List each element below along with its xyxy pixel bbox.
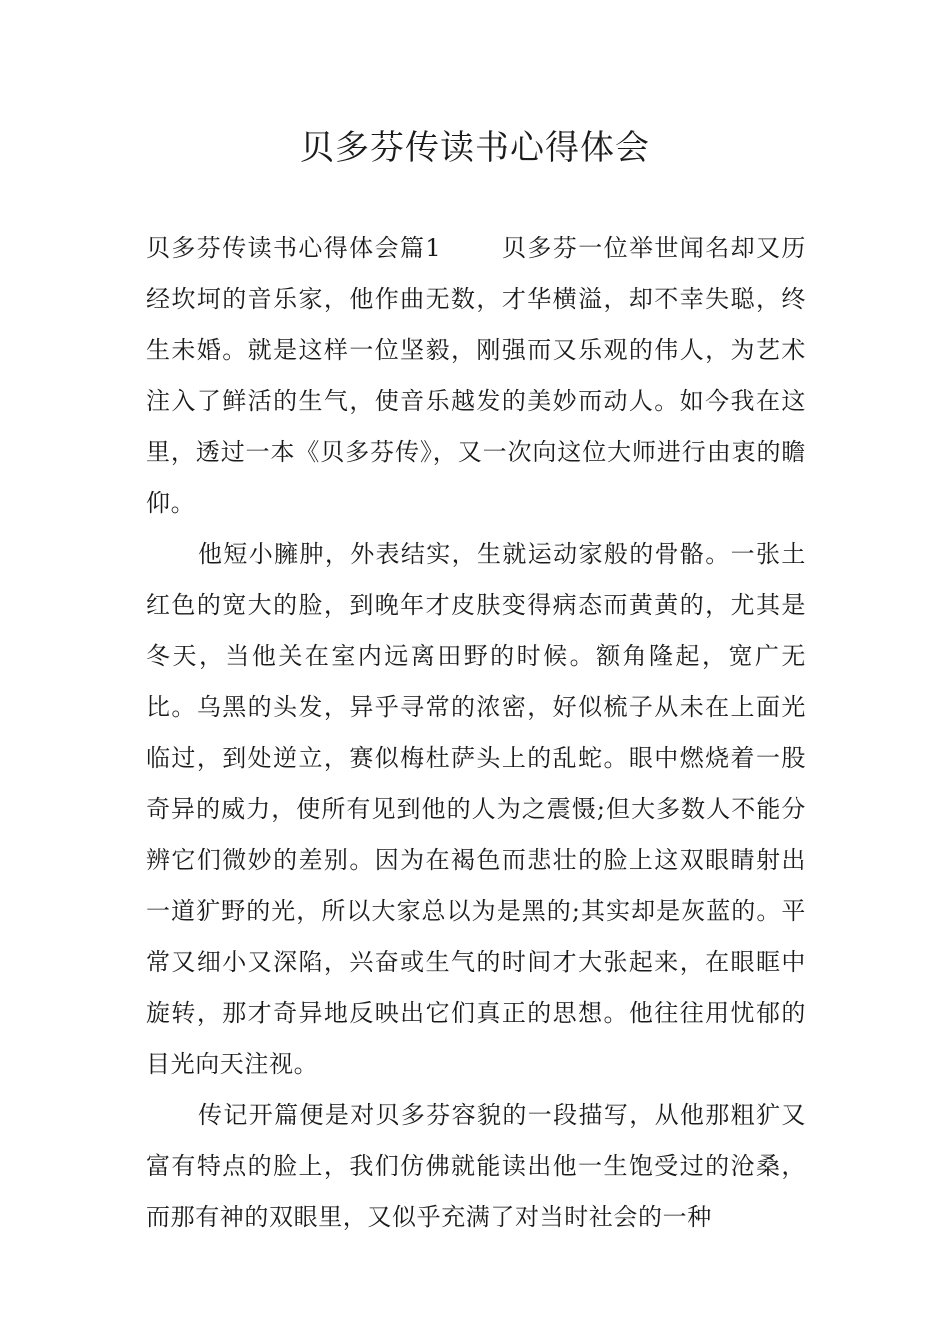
document-title: 贝多芬传读书心得体会 bbox=[300, 128, 650, 168]
document-body bbox=[146, 223, 806, 1243]
paragraph-1-text: 贝多芬一位举世闻名却又历经坎坷的音乐家，他作曲无数，才华横溢，却不幸失聪，终生未婚。就是这样一位坚毅，刚强而又乐观的伟人，为艺术注入了鲜活的生气，使音乐越发的美妙而动人。如今我在这里，透过一本《贝多芬传》，又一次向这位大师进行由衷的瞻仰。 bbox=[146, 234, 806, 517]
section-heading: 贝多芬传读书心得体会篇1 bbox=[146, 234, 442, 262]
paragraph-1 bbox=[146, 223, 806, 529]
paragraph-2: 他短小臃肿，外表结实，生就运动家般的骨骼。一张土红色的宽大的脸，到晚年才皮肤变得病态而黄黄的，尤其是冬天，当他关在室内远离田野的时候。额角隆起，宽广无比。乌黑的头发，异乎寻常的浓密，好似梳子从未在上面光临过，到处逆立，赛似梅杜萨头上的乱蛇。眼中燃烧着一股奇异的威力，使所有见到他的人为之震慑;但大多数人不能分辨它们微妙的差别。因为在褐色而悲壮的脸上这双眼睛射出一道犷野的光，所以大家总以为是黑的;其实却是灰蓝的。平常又细小又深陷，兴奋或生气的时间才大张起来，在眼眶中旋转，那才奇异地反映出它们真正的思想。他往往用忧郁的目光向天注视。 bbox=[146, 540, 806, 1078]
paragraph-3: 传记开篇便是对贝多芬容貌的一段描写，从他那粗犷又富有特点的脸上，我们仿佛就能读出他一生饱受过的沧桑，而那有神的双眼里，又似乎充满了对当时社会的一种 bbox=[146, 1101, 806, 1231]
